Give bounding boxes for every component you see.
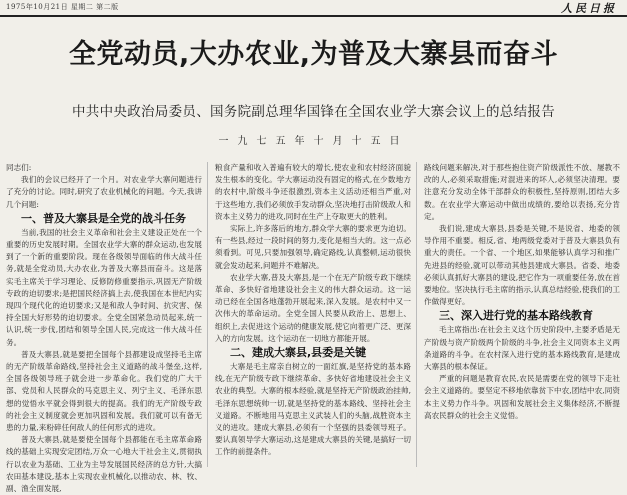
paragraph: 同志们:	[6, 163, 32, 172]
paragraph: 农业学大寨,普及大寨县,是一个在无产阶级专政下继续革命、多快好省地建设社会主义的伟大群众运动。这一运动已经在全国各地蓬勃开展起来,深入发展。是农村中又一次伟大的革命运动。全党全国人民要从政治上、思想上、组织上,去促进这个运动的健康发展,使它向着更广泛、更深入的方向发展。这个运动在一切地方都能开展。	[215, 272, 411, 343]
section-heading: 一、普及大寨县是全党的战斗任务	[21, 211, 186, 225]
column-divider	[416, 162, 417, 467]
article-column-2	[215, 162, 411, 459]
column-divider	[207, 162, 208, 467]
masthead	[0, 0, 627, 14]
paragraph: 粮食产量和收入普遍有较大的增长,使农业和农村经济面貌发生根本的变化。学大寨运动没有固定的格式,在少数地方的农村中,阶级斗争还很激烈,资本主义活动还相当严重,对于这些地方,我们必须放手发动群众,坚决地打击阶级敌人和资本主义势力的进攻,同时在生产上夺取更大的胜利。	[215, 163, 411, 221]
paragraph: 实际上,许多落后的地方,群众学大寨的要求更为迫切。有一些县,经过一段时间的努力,变化是相当大的。这一点必须看到。可见,只要加强领导,确定路线,认真整顿,运动很快就会发动起来,问题并不难解决。	[215, 224, 411, 270]
article-column-3	[424, 162, 620, 422]
subtitle: 中共中央政治局委员、国务院副总理华国锋在全国农业学大寨会议上的总结报告	[72, 104, 555, 120]
paragraph: 大寨是毛主席亲自树立的一面红旗,是坚持党的基本路线,在无产阶级专政下继续革命、多快好省地建设社会主义农业的典型。大寨的根本经验,就是坚持无产阶级政治挂帅,毛泽东思想统帅一切,就是坚持党的基本路线、坚持社会主义道路。不断地用马克思主义武装人们的头脑,战胜资本主义的进攻。建成大寨县,必须有一个坚强的县委领导班子。要认真领导学大寨运动,这是建成大寨县的关键,是搞好一切工作的前提条件。	[215, 362, 411, 457]
paragraph: 毛主席指出:在社会主义这个历史阶段中,主要矛盾是无产阶级与资产阶级两个阶级的斗争,社会主义同资本主义两条道路的斗争。在农村深入进行党的基本路线教育,是建成大寨县的根本保证。	[424, 325, 620, 372]
paragraph: 我们的会议已经开了一个月。对农业学大寨问题进行了充分的讨论。同时,研究了农业机械化的问题。今天,我讲几个问题:	[6, 175, 202, 209]
paragraph: 我们说,建成大寨县,县委是关键,不是说省、地委的领导作用不重要。相反,省、地两级党委对于普及大寨县负有重大的责任。一个省、一个地区,如果能够认真学习和推广先进县的经验,就可以带动其他县建成大寨县。省委、地委必须认真抓好大寨县的建设,把它作为一项重要任务,放在首要地位。坚决执行毛主席的指示,认真总结经验,使我们的工作做得更好。	[424, 224, 620, 307]
newspaper-logo: 人民日报	[561, 2, 617, 15]
issue-date: 1975年10月21日 星期二 第二版	[6, 3, 119, 11]
masthead-rule	[0, 15, 627, 17]
paragraph: 当前,我国的社会主义革命和社会主义建设正处在一个重要的历史发展时期。全国农业学大寨的群众运动,也发展到了一个新的重要阶段。现在各级领导面临的伟大战斗任务,就是全党动员,大办农业,为普及大寨县而奋斗。这是落实毛主席关于学习理论、反修防修重要指示,巩固无产阶级专政的迫切要求;是把国民经济搞上去,使我国在本世纪内实现四个现代化的迫切要求;又是和敌人争时间、抗灾害、保持全国大好形势的迫切要求。全党全国紧急动员起来,统一认识,统一步伐,团结和领导全国人民,完成这一伟大战斗任务。	[6, 227, 202, 347]
paragraph: 严重的问题是教育农民,农民是需要在党的领导下走社会主义道路的。要坚定不移地依靠贫下中农,团结中农,同资本主义势力作斗争。巩固和发展社会主义集体经济,不断提高农民群众的社会主义觉悟。	[424, 374, 620, 420]
paragraph: 普及大寨县,就是要使全国每个县都能在毛主席革命路线的基础上实现安定团结,万众一心地大干社会主义,贯彻执行以农业为基础、工业为主导发展国民经济的总方针,大搞农田基本建设,基本上实现农业机械化,以推动农、林、牧、副、渔全面发展,	[6, 435, 202, 494]
headline: 全党动员,大办农业,为普及大寨县而奋斗	[68, 39, 558, 70]
paragraph: 普及大寨县,就是要把全国每个县都建设成坚持毛主席的无产阶级革命路线,坚持社会主义道路的战斗堡垒,这样,全国各级领导班子就会进一步革命化。我们党的广大干部、党员和人民群众的马克思主义、列宁主义、毛泽东思想的觉悟水平就会得到很大的提高。我们的无产阶级专政的社会主义制度就会更加巩固和发展。我们就可以有备无患的力量,来粉碎任何敌人的任何形式的进攻。	[6, 349, 202, 433]
section-heading: 二、建成大寨县,县委是关键	[230, 346, 367, 360]
article-column-1	[6, 162, 202, 495]
section-heading: 三、深入进行党的基本路线教育	[439, 309, 593, 323]
report-date: 一九七五年十月十五日	[218, 136, 409, 147]
paragraph: 路线问题来解决,对于那些抱住资产阶级派性不放、屡教不改的人,必须采取措施;对混进来的坏人,必须坚决清理。要注意充分发动全体干部群众的积极性,坚持原则,团结大多数。在农业学大寨运动中做出成绩的,要给以表扬,充分肯定。	[424, 163, 620, 221]
